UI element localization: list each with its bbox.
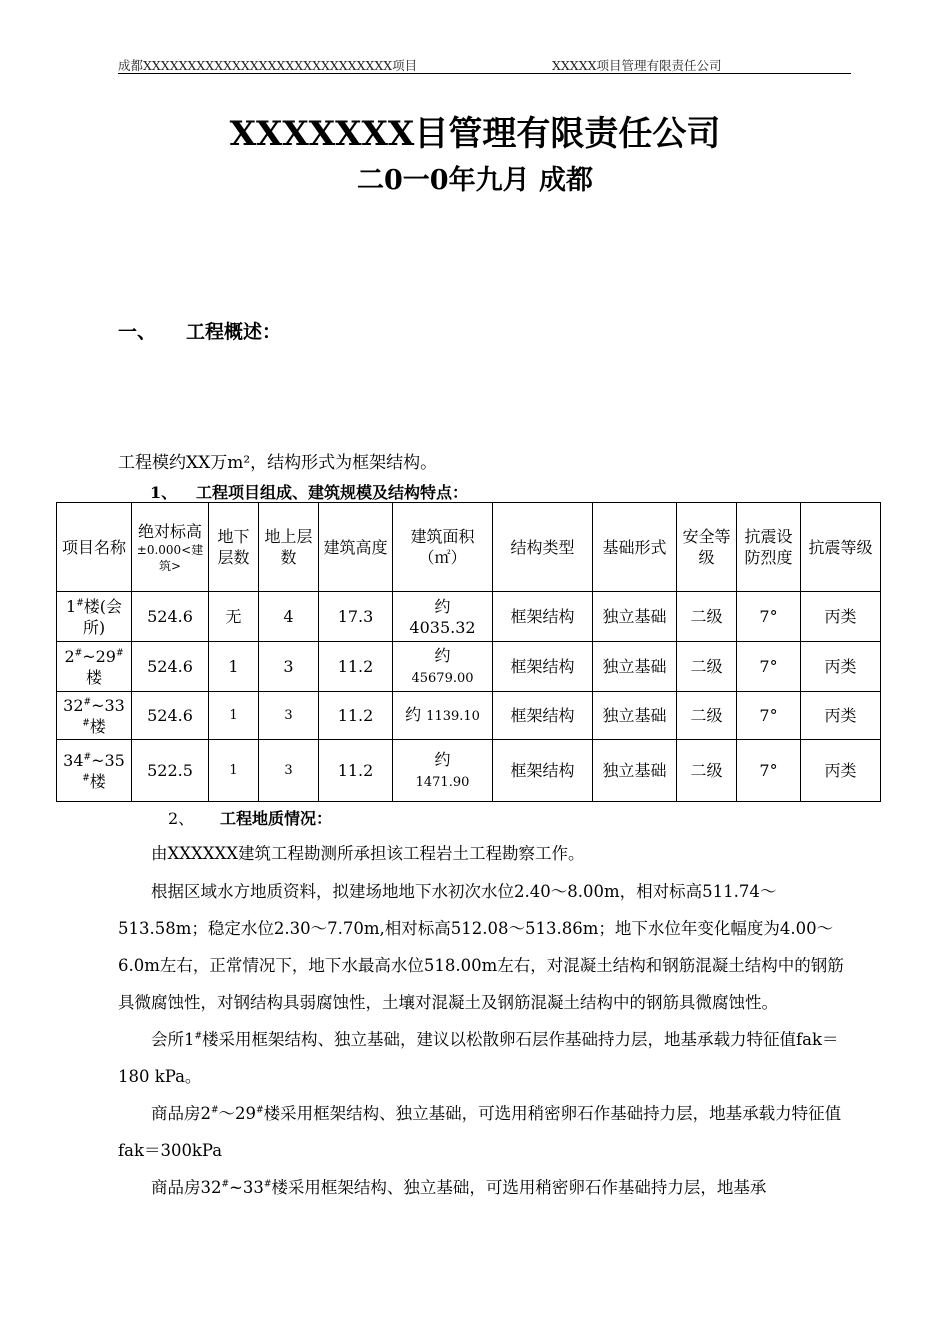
section-title: 工程概述： (186, 321, 282, 343)
cell-safety: 二级 (677, 592, 737, 642)
col-header-grade: 抗震等级 (801, 503, 881, 592)
cell-safety: 二级 (677, 740, 737, 802)
section-heading (118, 317, 281, 344)
col-header-structure: 结构类型 (493, 503, 593, 592)
cell-underground: 1 (209, 740, 259, 802)
cell-structure: 框架结构 (493, 592, 593, 642)
cell-name: 1#楼(会所) (57, 592, 132, 642)
cell-intensity: 7° (737, 642, 801, 692)
cell-elevation: 522.5 (132, 740, 209, 802)
header-right: XXXXX项目管理有限责任公司 (552, 58, 722, 73)
cell-elevation: 524.6 (132, 592, 209, 642)
cell-name: 34#~35 #楼 (57, 740, 132, 802)
cell-above: 4 (259, 592, 319, 642)
col-header-elevation-top: 绝对标高 (137, 521, 202, 541)
col-header-area-top: 建筑面积 (410, 527, 475, 546)
cell-structure: 框架结构 (493, 642, 593, 692)
table-row (57, 692, 881, 740)
cell-grade: 丙类 (801, 692, 881, 740)
col-header-elevation (132, 503, 209, 592)
col-header-area (393, 503, 493, 592)
cell-elevation: 524.6 (132, 692, 209, 740)
geology-paragraph-1: 由XXXXXX建筑工程勘测所承担该工程岩土工程勘察工作。 (151, 844, 585, 863)
geology-body (118, 835, 851, 1206)
cell-underground: 1 (209, 692, 259, 740)
cell-foundation: 独立基础 (593, 740, 677, 802)
cell-area: 约 45679.00 (393, 642, 493, 692)
intro-text: 工程模约XX万m²，结构形式为框架结构。 (118, 453, 438, 473)
cell-above: 3 (259, 642, 319, 692)
date-place-title: 二0一0年九月 成都 (357, 165, 593, 196)
subsection2-title: 工程地质情况： (220, 809, 333, 828)
col-header-above: 地上层数 (259, 503, 319, 592)
col-header-safety: 安全等级 (677, 503, 737, 592)
cell-height: 11.2 (319, 642, 393, 692)
col-header-intensity: 抗震设防烈度 (737, 503, 801, 592)
cell-height: 11.2 (319, 692, 393, 740)
col-header-elevation-bottom: ±0.000<建筑> (136, 542, 204, 573)
cell-foundation: 独立基础 (593, 592, 677, 642)
cell-safety: 二级 (677, 692, 737, 740)
cell-above: 3 (259, 692, 319, 740)
cell-grade: 丙类 (801, 740, 881, 802)
cell-area: 约 1139.10 (393, 692, 493, 740)
header-left: 成都XXXXXXXXXXXXXXXXXXXXXXXXXXXX项目 (118, 58, 418, 73)
cell-grade: 丙类 (801, 642, 881, 692)
subsection2-number: 2、 (168, 809, 195, 828)
geology-paragraph-5: 商品房32#~33#楼采用框架结构、独立基础，可选用稍密卵石作基础持力层，地基承 (151, 1178, 767, 1197)
table-row (57, 740, 881, 802)
cell-area: 约 1471.90 (393, 740, 493, 802)
subsection-heading (150, 480, 468, 503)
header-divider (118, 73, 851, 74)
subsection2-heading (168, 806, 332, 829)
cell-intensity: 7° (737, 692, 801, 740)
cell-intensity: 7° (737, 592, 801, 642)
col-header-foundation: 基础形式 (593, 503, 677, 592)
table-row (57, 592, 881, 642)
col-header-height: 建筑高度 (319, 503, 393, 592)
cell-name: 32#~33 #楼 (57, 692, 132, 740)
cell-elevation: 524.6 (132, 642, 209, 692)
subsection-number: 1、 (150, 483, 178, 502)
project-spec-table (56, 502, 881, 802)
col-header-underground: 地下层数 (209, 503, 259, 592)
col-header-name: 项目名称 (57, 503, 132, 592)
cell-underground: 无 (209, 592, 259, 642)
cell-name: 2#~29# 楼 (57, 642, 132, 692)
section-number: 一、 (118, 321, 157, 343)
cell-height: 11.2 (319, 740, 393, 802)
cell-structure: 框架结构 (493, 692, 593, 740)
cell-height: 17.3 (319, 592, 393, 642)
cell-intensity: 7° (737, 740, 801, 802)
col-header-area-bottom: （㎡） (418, 548, 467, 567)
cell-foundation: 独立基础 (593, 642, 677, 692)
cell-area: 约 4035.32 (393, 592, 493, 642)
cell-above: 3 (259, 740, 319, 802)
geology-paragraph-2: 根据区域水方地质资料，拟建场地地下水初次水位2.40～8.00m，相对标高511.74～513.58m；稳定水位2.30～7.70m,相对标高512.08～513.86m；地下水位年变化幅度为4.00～6.0m左右，正常情况下，地下水最高水位518.00m左右，对混凝土结构和钢筋混凝土结构中的钢筋具微腐蚀性，对钢结构具弱腐蚀性，土壤对混凝土及钢筋混凝土结构中的钢筋具微腐蚀性。 (118, 882, 844, 1012)
cell-foundation: 独立基础 (593, 692, 677, 740)
geology-paragraph-3: 会所1#楼采用框架结构、独立基础，建议以松散卵石层作基础持力层，地基承载力特征值fak＝180 kPa。 (118, 1030, 839, 1086)
geology-paragraph-4: 商品房2#～29#楼采用框架结构、独立基础，可选用稍密卵石作基础持力层，地基承载力特征值fak＝300kPa (118, 1104, 842, 1160)
company-title: XXXXXXX目管理有限责任公司 (229, 114, 721, 154)
table-row (57, 642, 881, 692)
table-header-row (57, 503, 881, 592)
cell-structure: 框架结构 (493, 740, 593, 802)
cell-safety: 二级 (677, 642, 737, 692)
subsection-title: 工程项目组成、建筑规模及结构特点： (196, 483, 469, 502)
cell-grade: 丙类 (801, 592, 881, 642)
cell-underground: 1 (209, 642, 259, 692)
